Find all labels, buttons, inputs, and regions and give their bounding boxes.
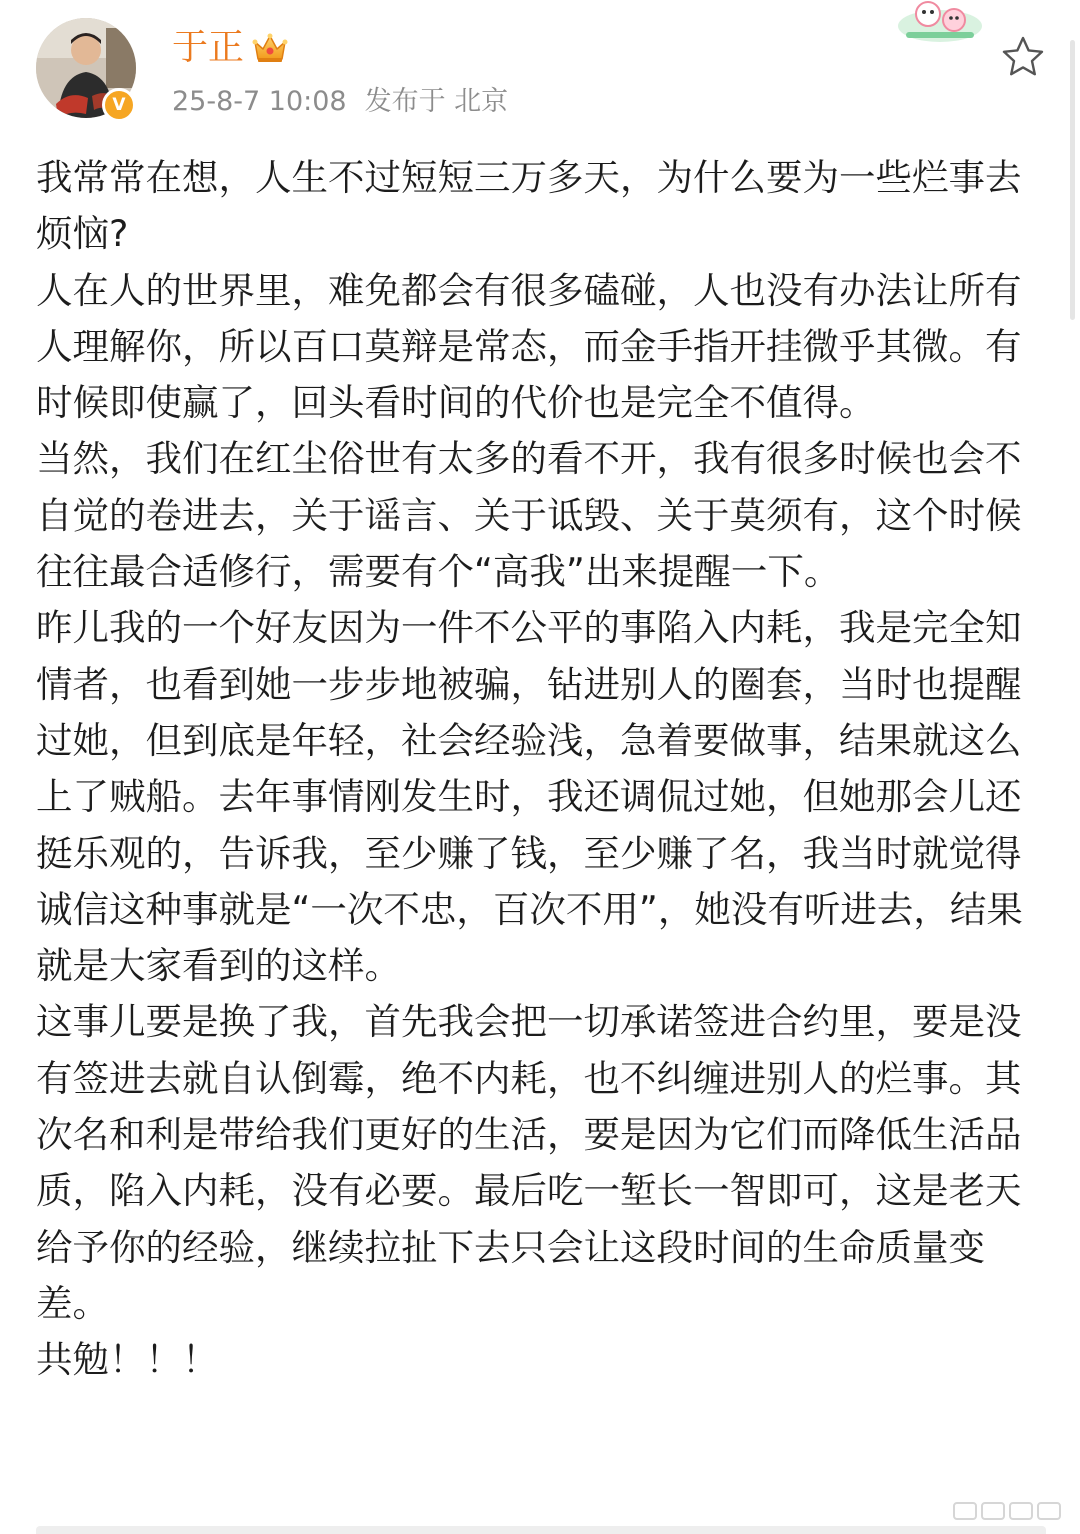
post-timestamp: 25-8-7 10:08 [172, 86, 347, 117]
post-location: 发布于 北京 [364, 86, 509, 117]
post-paragraph: 人在人的世界里，难免都会有很多磕碰，人也没有办法让所有人理解你，所以百口莫辩是常态，而金手指开挂微乎其微。有时候即使赢了，回头看时间的代价也是完全不值得。 [36, 268, 1022, 425]
author-name[interactable]: 于正 [172, 27, 245, 68]
decoration-sticker-icon [896, 0, 984, 42]
post-paragraph: 昨儿我的一个好友因为一件不公平的事陷入内耗，我是完全知情者，也看到她一步步地被骗，钻进别人的圈套，当时也提醒过她，但到底是年轻，社会经验浅，急着要做事，结果就这么上了贼船。去年事情刚发生时，我还调侃过她，但她那会儿还挺乐观的，告诉我，至少赚了钱，至少赚了名，我当时就觉得诚信这种事就是“一次不忠，百次不用”，她没有听进去，结果就是大家看到的这样。 [36, 606, 1023, 988]
bottom-divider [36, 1526, 1046, 1534]
post-paragraph: 共勉！！！ [36, 1338, 219, 1382]
star-outline-icon[interactable] [1000, 34, 1046, 78]
verified-v-icon: V [112, 95, 126, 115]
post-header [0, 0, 1080, 135]
watermark-icon [952, 1500, 1064, 1522]
post-meta [172, 84, 508, 120]
post-paragraph: 这事儿要是换了我，首先我会把一切承诺签进合约里，要是没有签进去就自认倒霉，绝不内耗，也不纠缠进别人的烂事。其次名和利是带给我们更好的生活，要是因为它们而降低生活品质，陷入内耗，没有必要。最后吃一堑长一智即可，这是老天给予你的经验，继续拉扯下去只会让这段时间的生命质量变差。 [36, 1000, 1022, 1325]
verified-badge [102, 88, 136, 122]
post-paragraph: 当然，我们在红尘俗世有太多的看不开，我有很多时候也会不自觉的卷进去，关于谣言、关于诋毁、关于莫须有，这个时候往往最合适修行，需要有个“高我”出来提醒一下。 [36, 437, 1022, 594]
post-body [36, 150, 1046, 1389]
post-paragraph: 我常常在想，人生不过短短三万多天，为什么要为一些烂事去烦恼? [36, 156, 1022, 256]
scrollbar[interactable] [1070, 40, 1075, 320]
crown-icon [252, 32, 288, 64]
